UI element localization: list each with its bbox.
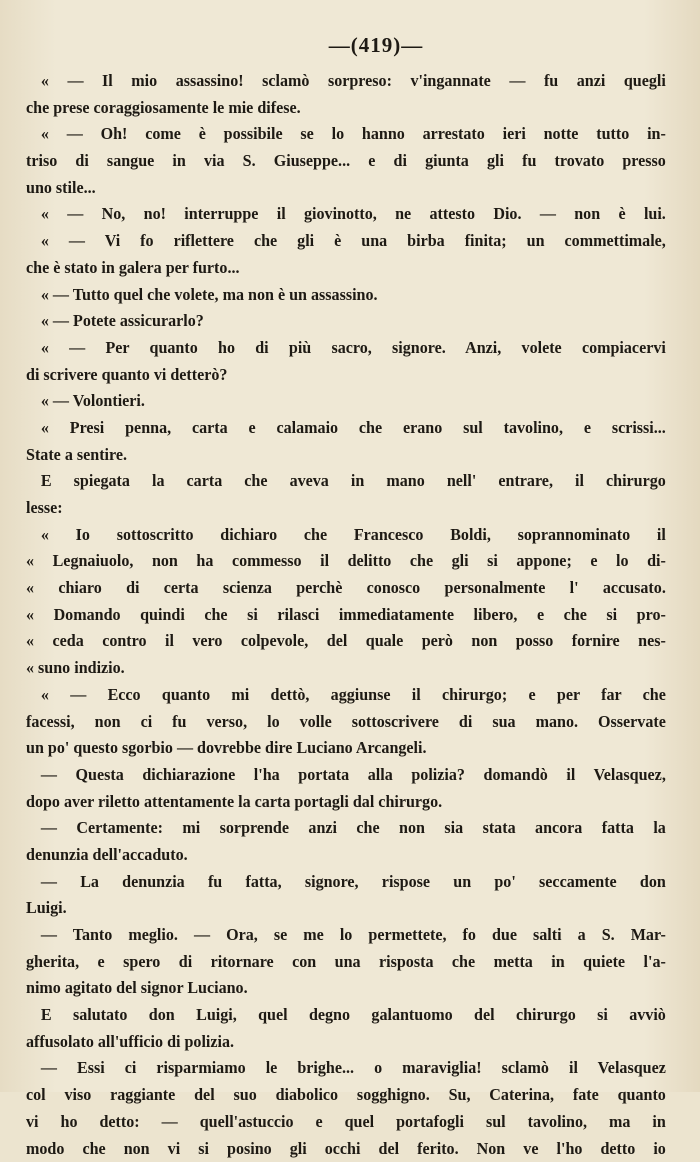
text-line: nimo agitato del signor Luciano.	[26, 975, 666, 1002]
text-line: — Questa dichiarazione l'ha portata alla polizia? domandò il Velasquez,	[26, 762, 666, 789]
text-line: Luigi.	[26, 895, 666, 922]
text-line: « — Per quanto ho di più sacro, signore. Anzi, volete compiacervi	[26, 335, 666, 362]
text-line: vi ho detto: — quell'astuccio e quel portafogli sul tavolino, ma in	[26, 1109, 666, 1136]
text-line: E spiegata la carta che aveva in mano nell' entrare, il chirurgo	[26, 468, 666, 495]
text-line: « — Volontieri.	[26, 388, 666, 415]
text-line: — Essi ci risparmiamo le brighe... o maraviglia! sclamò il Velasquez	[26, 1055, 666, 1082]
text-line: uno stile...	[26, 175, 666, 202]
text-line: « Legnaiuolo, non ha commesso il delitto che gli si appone; e lo di-	[26, 548, 666, 575]
text-line: « Io sottoscritto dichiaro che Francesco Boldi, soprannominato il	[26, 522, 666, 549]
text-line: lesse:	[26, 495, 666, 522]
text-line: « — Il mio assassino! sclamò sorpreso: v'ingannate — fu anzi quegli	[26, 68, 666, 95]
text-line: « ceda contro il vero colpevole, del quale però non posso fornire nes-	[26, 628, 666, 655]
text-line: — La denunzia fu fatta, signore, rispose un po' seccamente don	[26, 869, 666, 896]
text-line: denunzia dell'accaduto.	[26, 842, 666, 869]
text-line: che prese coraggiosamente le mie difese.	[26, 95, 666, 122]
page-body-text	[26, 68, 666, 1162]
text-line: dopo aver riletto attentamente la carta portagli dal chirurgo.	[26, 789, 666, 816]
text-line: — Tanto meglio. — Ora, se me lo permettete, fo due salti a S. Mar-	[26, 922, 666, 949]
text-line: « — Oh! come è possibile se lo hanno arrestato ieri notte tutto in-	[26, 121, 666, 148]
text-line: — Certamente: mi sorprende anzi che non sia stata ancora fatta la	[26, 815, 666, 842]
text-line: col viso raggiante del suo diabolico sogghigno. Su, Caterina, fate quanto	[26, 1082, 666, 1109]
text-line: « — Vi fo riflettere che gli è una birba finita; un commettimale,	[26, 228, 666, 255]
text-line: che è stato in galera per furto...	[26, 255, 666, 282]
text-line: « chiaro di certa scienza perchè conosco personalmente l' accusato.	[26, 575, 666, 602]
text-line: « — Potete assicurarlo?	[26, 308, 666, 335]
text-line: « — Ecco quanto mi dettò, aggiunse il chirurgo; e per far che	[26, 682, 666, 709]
text-line: gherita, e spero di ritornare con una risposta che metta in quiete l'a-	[26, 949, 666, 976]
text-line: modo che non vi si posino gli occhi del ferito. Non ve l'ho detto io	[26, 1136, 666, 1162]
text-line: State a sentire.	[26, 442, 666, 469]
page-number-header: —(419)—	[86, 30, 666, 60]
text-line: affusolato all'ufficio di polizia.	[26, 1029, 666, 1056]
text-line: facessi, non ci fu verso, lo volle sottoscrivere di sua mano. Osservate	[26, 709, 666, 736]
text-line: di scrivere quanto vi detterò?	[26, 362, 666, 389]
text-line: triso di sangue in via S. Giuseppe... e di giunta gli fu trovato presso	[26, 148, 666, 175]
text-line: E salutato don Luigi, quel degno galantuomo del chirurgo si avviò	[26, 1002, 666, 1029]
text-line: « — Tutto quel che volete, ma non è un assassino.	[26, 282, 666, 309]
text-line: un po' questo sgorbio — dovrebbe dire Luciano Arcangeli.	[26, 735, 666, 762]
text-line: « — No, no! interruppe il giovinotto, ne attesto Dio. — non è lui.	[26, 201, 666, 228]
text-line: « Presi penna, carta e calamaio che erano sul tavolino, e scrissi...	[26, 415, 666, 442]
text-line: « Domando quindi che si rilasci immediatamente libero, e che si pro-	[26, 602, 666, 629]
text-line: « suno indizio.	[26, 655, 666, 682]
